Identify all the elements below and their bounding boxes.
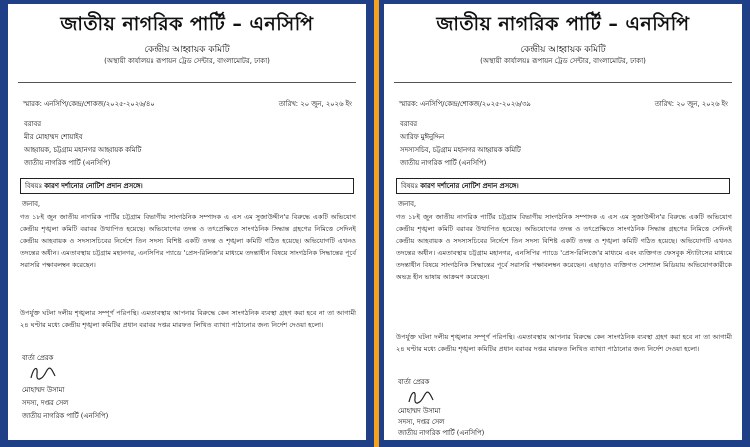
reference-number: স্মারক: এনসিপি/কেন্দ্র/শোকজ/২০২৫-২০২৬/৩৯	[399, 100, 531, 108]
sender-org: জাতীয় নাগরিক পার্টি (এনসিপি)	[398, 429, 485, 437]
salutation: জনাব,	[398, 200, 417, 208]
recipient-title: আহ্বায়ক, চট্টগ্রাম মহানগর আহ্বায়ক কমিটি	[24, 146, 142, 154]
party-title: জাতীয় নাগরিক পার্টি – এনসিপি	[436, 13, 690, 35]
committee-subtitle: কেন্দ্রীয় আহ্বায়ক কমিটি	[520, 45, 606, 55]
committee-subtitle: কেন্দ্রীয় আহ্বায়ক কমিটি	[144, 45, 230, 55]
subject-label: বিষয়ঃ	[25, 182, 43, 190]
subject-box	[396, 178, 730, 194]
party-title: জাতীয় নাগরিক পার্টি – এনসিপি	[60, 13, 314, 35]
header-divider	[394, 82, 732, 83]
letter-date: তারিখ: ২০ জুন, ২০২৬ ইং	[654, 100, 728, 108]
orange-divider	[374, 0, 379, 447]
subject-box	[20, 178, 354, 194]
body-paragraph-1: গত ১৮ই জুন জাতীয় নাগরিক পার্টির চট্টগ্রাম বিভাগীয় সাংগঠনিক সম্পাদক এ এস এম সুজাউদ্দীন'র বিরুদ্ধে একটি অভিযোগ কেন্দ্রীয় শৃঙ্খলা কমিটি বরাবর উত্থাপিত হয়েছে। অভিযোগের তদন্ত ও তৎপ্রেক্ষিতে সাংগঠনিক সিদ্ধান্ত গ্রহণের নিমিত্তে সেদিনই কেন্দ্রীয় আহবায়ক ও সদস্যসচিবের নির্দেশে তিন সদস্য বিশিষ্ট একটি তদন্ত ও শৃঙ্খলা কমিটি গঠিত হয়েছে। অভিযোগটি এখনও তদন্তের অধীন। এমতাবস্থায় চট্টগ্রাম মহানগর, এনসিপির প্যাডে 'প্রেস-রিলিজ'র মাধ্যমে তদন্তাধীন বিষয়ে সাংগঠনিক সিদ্ধান্তের পূর্বে সরাসরি পক্ষাবলম্বন করেছেন।	[20, 213, 356, 269]
signature	[406, 388, 436, 406]
reference-number: স্মারক: এনসিপি/কেন্দ্র/শোকজ/২০২৫-২০২৬/৪০	[23, 100, 155, 108]
to-label: বরাবর	[400, 120, 418, 128]
sender-role: সদস্য, দপ্তর সেল	[398, 418, 445, 426]
salutation: জনাব,	[22, 200, 41, 208]
letter-left	[8, 4, 366, 440]
recipient-name: আরিফ মুঈনুদ্দিন	[400, 133, 445, 141]
body-paragraph-1: গত ১৮ই জুন জাতীয় নাগরিক পার্টির চট্টগ্রাম বিভাগীয় সাংগঠনিক সম্পাদক এ এস এম সুজাউদ্দীন'র বিরুদ্ধে একটি অভিযোগ কেন্দ্রীয় শৃঙ্খলা কমিটি বরাবর উত্থাপিত হয়েছে। অভিযোগের তদন্ত ও তৎপ্রেক্ষিতে সাংগঠনিক সিদ্ধান্ত গ্রহণের নিমিত্তে সেদিনই কেন্দ্রীয় আহবায়ক ও সদস্যসচিবের নির্দেশে তিন সদস্য বিশিষ্ট একটি তদন্ত ও শৃঙ্খলা কমিটি গঠিত হয়েছে। অভিযোগটি এখনও তদন্তের অধীন। এমতাবস্থায় চট্টগ্রাম মহানগর, এনসিপির প্যাডে 'প্রেস-রিলিজে'র মাধ্যমে এবং ব্যক্তিগত ফেসবুক স্ট্যাটাসের মাধ্যমে তদন্তাধীন বিষয়ে সাংগঠনিক সিদ্ধান্তের পূর্বে সরাসরি পক্ষাবলম্বন করেছেন। এছাড়াও ব্যক্তিগত সোশ্যাল মিডিয়ায় অভিযোগকারীকে অভদ্র হীন ভাষায় আক্রমণ করেছেন।	[396, 213, 732, 281]
subject-text: কারণ দর্শানোর নোটিশ প্রদান প্রসঙ্গে।	[44, 182, 143, 190]
body-paragraph-2: উপর্যুক্ত ঘটনা দলীয় শৃঙ্খলার সম্পূর্ণ পরিপন্থি। এমতাবস্থায় আপনার বিরুদ্ধে কেন সাংগঠনিক ব্যবস্থা গ্রহণ করা হবে না তা আগামী ২৪ ঘণ্টার মধ্যে কেন্দ্রীয় শৃঙ্খলা কমিটির প্রধান বরাবর দপ্তর মারফত লিখিত ব্যাখ্যা পাঠানোর জন্য নির্দেশ দেওয়া হলো।	[20, 309, 356, 329]
office-address: (অস্থায়ী কার্যালয়ঃ রূপায়ন ট্রেড সেন্টার, বাংলামোটর, ঢাকা)	[104, 57, 270, 65]
recipient-org: জাতীয় নাগরিক পার্টি (এনসিপি)	[24, 159, 111, 167]
sender-label: বার্তা প্রেরক	[398, 378, 430, 386]
letter-date: তারিখ: ২০ জুন, ২০২৬ ইং	[278, 100, 352, 108]
subject-label: বিষয়ঃ	[401, 182, 419, 190]
sender-name: মোহাম্মদ উসামা	[22, 386, 65, 394]
sender-role: সদস্য, দপ্তর সেল	[22, 399, 69, 407]
signature	[28, 364, 58, 382]
subject-text: কারণ দর্শানোর নোটিশ প্রদান প্রসঙ্গে।	[420, 182, 519, 190]
sender-name: মোহাম্মদ উসামা	[398, 407, 441, 415]
header-divider	[18, 82, 356, 83]
recipient-title: সদস্যসচিব, চট্টগ্রাম মহানগর আহ্বায়ক কমিটি	[400, 146, 521, 154]
office-address: (অস্থায়ী কার্যালয়ঃ রূপায়ন ট্রেড সেন্টার, বাংলামোটর, ঢাকা)	[480, 57, 646, 65]
recipient-org: জাতীয় নাগরিক পার্টি (এনসিপি)	[400, 159, 487, 167]
body-paragraph-2: উপর্যুক্ত ঘটনা দলীয় শৃঙ্খলার সম্পূর্ণ পরিপন্থি। এমতাবস্থায় আপনার বিরুদ্ধে কেন সাংগঠনিক ব্যবস্থা গ্রহণ করা হবে না তা আগামী ২৪ ঘণ্টার মধ্যে কেন্দ্রীয় শৃঙ্খলা কমিটির প্রধান বরাবর দপ্তর মারফত লিখিত ব্যাখ্যা পাঠানোর জন্য নির্দেশ দেওয়া হলো।	[396, 333, 732, 353]
sender-org: জাতীয় নাগরিক পার্টি (এনসিপি)	[22, 412, 109, 420]
sender-label: বার্তা প্রেরক	[22, 354, 54, 362]
letter-right	[384, 4, 742, 440]
to-label: বরাবর	[24, 120, 42, 128]
recipient-name: মীর মোহাম্মদ শোয়াইব	[24, 133, 83, 141]
